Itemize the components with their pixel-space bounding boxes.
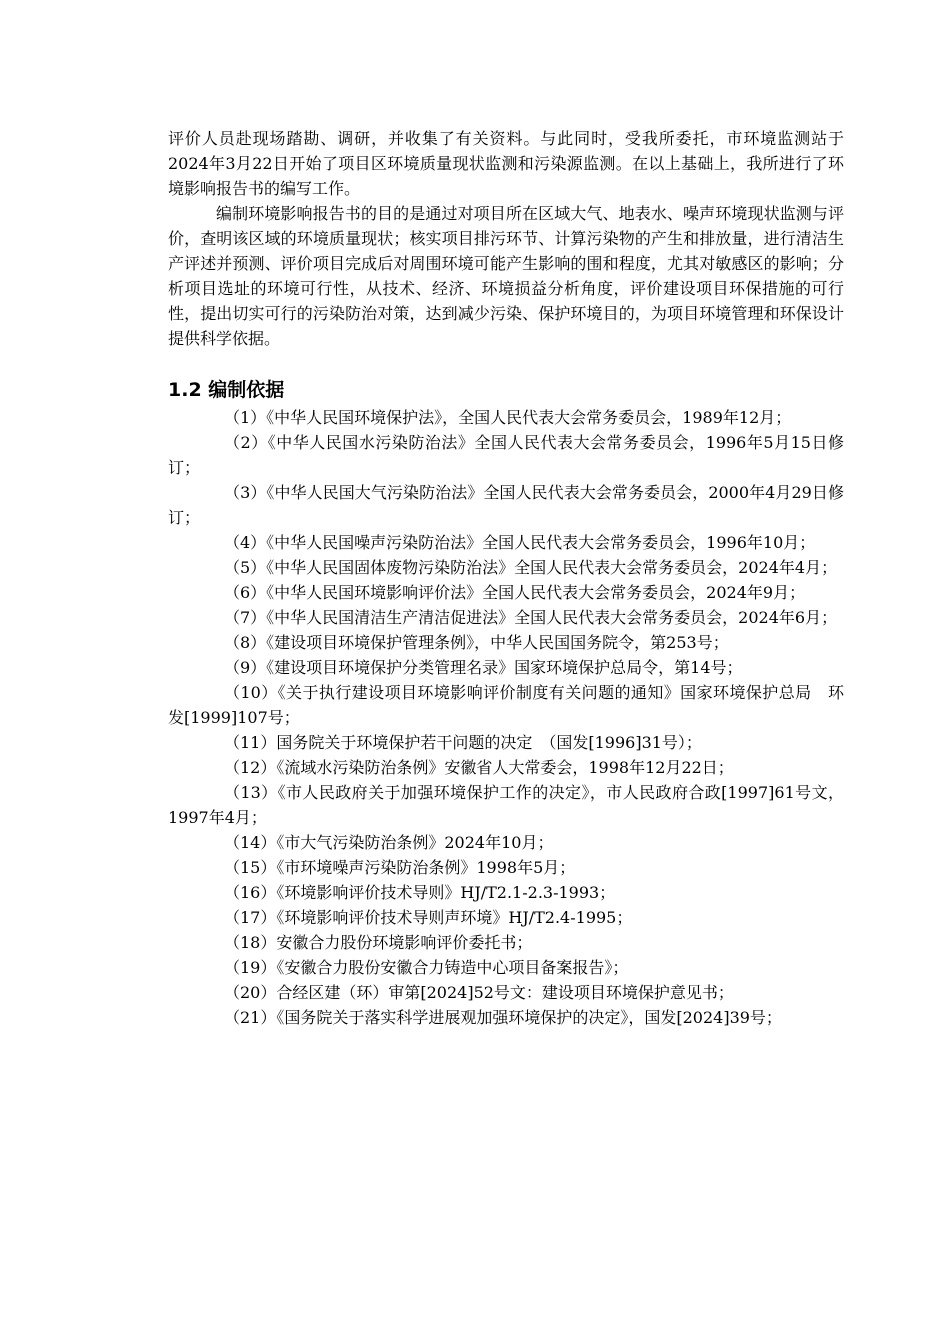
reference-item: （18）安徽合力股份环境影响评价委托书； [224,933,533,952]
reference-item: （16）《环境影响评价技术导则》HJ/T2.1-2.3-1993； [224,883,616,902]
reference-item: （6）《中华人民国环境影响评价法》全国人民代表大会常务委员会，2024年9月； [224,583,806,602]
reference-item: （10）《关于执行建设项目环境影响评价制度有关问题的通知》国家环境保护总局 环发[1999]107号； [168,683,844,727]
section-heading: 1.2 编制依据 [168,379,285,401]
reference-item: （20）合经区建（环）审第[2024]52号文：建设项目环境保护意见书； [224,983,734,1002]
reference-item: （9）《建设项目环境保护分类管理名录》国家环境保护总局令，第14号； [224,658,743,677]
reference-item: （4）《中华人民国噪声污染防治法》全国人民代表大会常务委员会，1996年10月； [224,533,816,552]
reference-item: （12）《流域水污染防治条例》安徽省人大常委会，1998年12月22日； [224,758,734,777]
reference-item: （15）《市环境噪声污染防治条例》1998年5月； [224,858,576,877]
reference-item: （14）《市大气污染防治条例》2024年10月； [224,833,554,852]
reference-item: （13）《市人民政府关于加强环境保护工作的决定》，市人民政府合政[1997]61号文，1997年4月； [168,783,844,827]
body-paragraph: 评价人员赴现场踏勘、调研，并收集了有关资料。与此同时，受我所委托，市环境监测站于2024年3月22日开始了项目区环境质量现状监测和污染源监测。在以上基础上，我所进行了环境影响报告书的编写工作。 [168,129,844,198]
reference-item: （19）《安徽合力股份安徽合力铸造中心项目备案报告》； [224,958,629,977]
reference-item: （17）《环境影响评价技术导则声环境》HJ/T2.4-1995； [224,908,633,927]
body-paragraph: 编制环境影响报告书的目的是通过对项目所在区域大气、地表水、噪声环境现状监测与评价，查明该区域的环境质量现状；核实项目排污环节、计算污染物的产生和排放量，进行清洁生产评述并预测、评价项目完成后对周围环境可能产生影响的围和程度，尤其对敏感区的影响；分析项目选址的环境可行性，从技术、经济、环境损益分析角度，评价建设项目环保措施的可行性，提出切实可行的污染防治对策，达到减少污染、保护环境目的，为项目环境管理和环保设计提供科学依据。 [168,204,844,348]
reference-item: （2）《中华人民国水污染防治法》全国人民代表大会常务委员会，1996年5月15日修订； [168,433,844,477]
reference-item: （21）《国务院关于落实科学进展观加强环境保护的决定》，国发[2024]39号； [224,1008,782,1027]
reference-item: （7）《中华人民国清洁生产清洁促进法》全国人民代表大会常务委员会，2024年6月； [224,608,838,627]
reference-item: （8）《建设项目环境保护管理条例》，中华人民国国务院令，第253号； [224,633,729,652]
reference-item: （11）国务院关于环境保护若干问题的决定 （国发[1996]31号）； [224,733,702,752]
document-page [168,126,844,1030]
reference-item: （3）《中华人民国大气污染防治法》全国人民代表大会常务委员会，2000年4月29日修订； [168,483,844,527]
reference-list [168,405,844,1030]
reference-item: （1）《中华人民国环境保护法》，全国人民代表大会常务委员会，1989年12月； [224,408,792,427]
reference-item: （5）《中华人民国固体废物污染防治法》全国人民代表大会常务委员会，2024年4月； [224,558,838,577]
